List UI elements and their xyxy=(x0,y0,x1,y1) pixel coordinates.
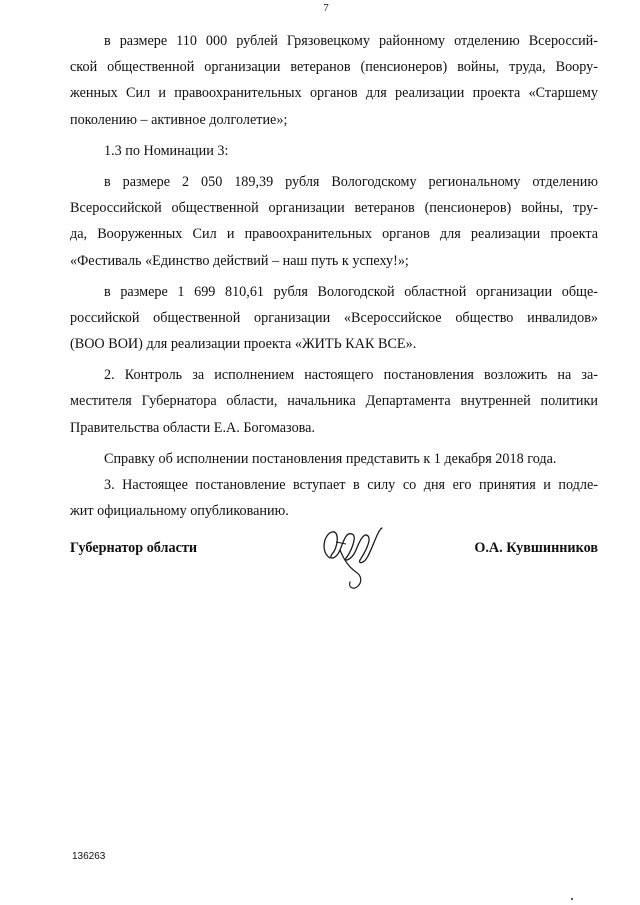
paragraph-line: в размере 110 000 рублей Грязовецкому районному отделению Всероссий- xyxy=(104,33,598,49)
paragraph-line: жит официальному опубликованию. xyxy=(70,503,289,520)
paragraph-nomination-3-heading xyxy=(70,138,598,164)
paragraph-line: «Фестиваль «Единство действий – наш путь к успеху!»; xyxy=(70,252,409,269)
paragraph-line: в размере 1 699 810,61 рубля Вологодской областной организации обще- xyxy=(104,283,598,300)
paragraph-line: 2. Контроль за исполнением настоящего постановления возложить на за- xyxy=(104,367,598,384)
paragraph-line: Справку об исполнении постановления представить к 1 декабря 2018 года. xyxy=(104,450,557,467)
paragraph-line: Всероссийской общественной организации ветеранов (пенсионеров) войны, тру- xyxy=(70,200,598,217)
paragraph-line: 3. Настоящее постановление вступает в силу со дня его принятия и подле- xyxy=(104,477,598,493)
paragraph-line: 1.3 по Номинации 3: xyxy=(104,142,229,159)
scan-speck xyxy=(571,898,573,900)
paragraph-line: местителя Губернатора области, начальника Департамента внутренней политики xyxy=(70,393,598,410)
paragraph-control-clause xyxy=(70,362,598,441)
handwritten-signature xyxy=(316,514,396,594)
paragraph-line: Правительства области Е.А. Богомазова. xyxy=(70,419,316,436)
page-number: 7 xyxy=(323,2,329,14)
paragraph-report-deadline xyxy=(70,446,598,472)
paragraph-line: в размере 2 050 189,39 рубля Вологодскому региональному отделению xyxy=(104,173,598,190)
paragraph-line: поколению – активное долголетие»; xyxy=(70,111,288,128)
paragraph-grants-nomination-2-end xyxy=(70,28,598,133)
signatory-title: Губернатор области xyxy=(70,540,198,556)
paragraph-line: да, Вооруженных Сил и правоохранительных органов для реализации проекта xyxy=(70,226,598,243)
signature-block xyxy=(70,514,598,594)
paragraph-line: женных Сил и правоохранительных органов для реализации проекта «Старшему xyxy=(70,85,598,102)
paragraph-voi-grant xyxy=(70,279,598,358)
paragraph-line: (ВОО ВОИ) для реализации проекта «ЖИТЬ КАК ВСЕ». xyxy=(70,336,417,353)
paragraph-vologda-regional-grant xyxy=(70,169,598,274)
document-code: 136263 xyxy=(72,851,106,862)
paragraph-line: ской общественной организации ветеранов (пенсионеров) войны, труда, Воору- xyxy=(70,59,598,76)
paragraph-line: российской общественной организации «Всероссийское общество инвалидов» xyxy=(70,309,598,326)
signatory-name: О.А. Кувшинников xyxy=(474,540,598,556)
document-body xyxy=(70,28,598,524)
